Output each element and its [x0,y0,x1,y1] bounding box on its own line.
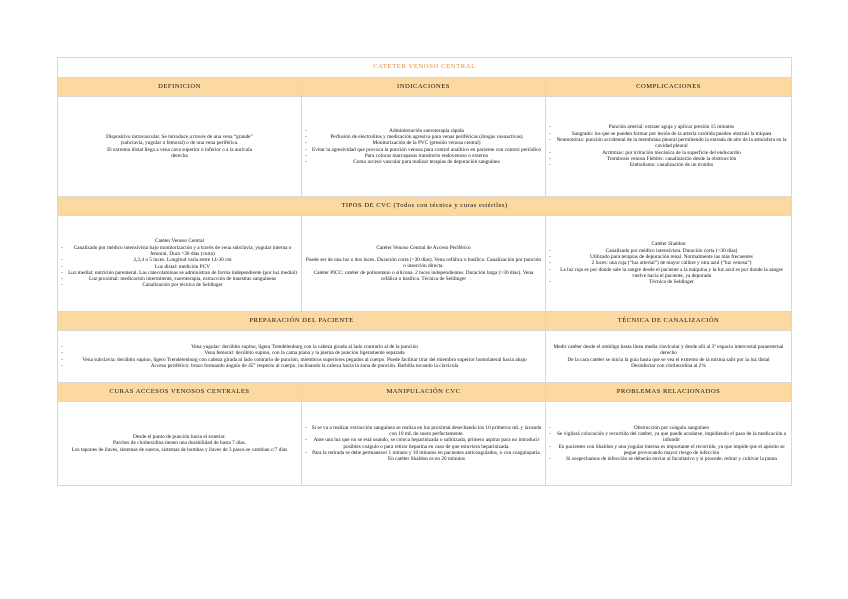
complicaciones-item: - Embolismo: canalización de un trombo [555,162,788,168]
indicaciones-item: - Evitar la agresividad que provoca la punción venosa para control analítico en paciente con control periódico [311,147,542,153]
tipos-shaldon-item: - La luz roja es por donde sale la sangre desde el paciente a la máquina y la luz azul es por donde la sangre vuelve hacia el paciente, ya depurada [555,267,788,280]
problemas-header: PROBLEMAS RELACIONADOS [546,383,792,402]
definicion-body [58,97,302,197]
complicaciones-header: COMPLICACIONES [546,78,792,97]
indicaciones-item: - Perfusión de electrolitos y medicación agresiva para venas periféricas (drogas vasoactivas) [311,134,542,140]
document-title: CATETER VENOSO CENTRAL [58,58,792,78]
indicaciones-item: - Monitorización de la PVC (presión venosa central) [311,140,542,146]
tipos-shaldon-title: Catéter Shaldon [651,241,686,248]
definicion-line: derecha [171,152,188,159]
manipulacion-body [302,402,546,486]
tipos-cvc-item: - Canalización por técnica de Seldinger [67,282,298,288]
indicaciones-body [302,97,546,197]
indicaciones-header: INDICACIONES [302,78,546,97]
tecnica-header: TÉCNICA DE CANALIZACIÓN [546,312,792,331]
problemas-body [546,402,792,486]
complicaciones-body [546,97,792,197]
tipos-cvc-item: - 2,3,4 o 5 luces. Longitud varía entre 14-30 cm [67,257,298,263]
curas-line: Los tapones de llaves, sistemas de sueros, sistemas de bombas y llaves de 3 pasos se cambian c/7 días [71,446,288,453]
preparacion-header: PREPARACIÓN DEL PACIENTE [58,312,546,331]
definicion-line: (subclavia, yugular o femoral) o de una vena periférica. [120,140,239,147]
manipulacion-header: MANIPULACIÓN CVC [302,383,546,402]
tipos-periferico-title: Catéter Venoso Central de Acceso Periférico [376,244,471,251]
preparacion-item: - Vena yugular: decúbito supino, ligera Trendelenburg con la cabeza girada al lado contrario al de la punción [67,344,542,350]
tipos-shaldon-item: - Utilizado para terapias de depuración renal. Normalmente las más frecuentes [555,254,788,260]
complicaciones-item: - Arritmias: por irritación mecánica de la superficie del endocardio [555,150,788,156]
tipos-shaldon-body [546,216,792,312]
definicion-line: El extremo distal llega a vena cava superior o inferior o a la aurícula [107,146,252,153]
tipos-shaldon-item: - 2 luces: una roja (“luz arterial”) de mayor calibre y otra azul (“luz venosa”) [555,260,788,266]
complicaciones-item: - Sangrado: los que se pueden formar por lesión de la arteria carótida pueden obstruir la tráquea [555,131,788,137]
document-sheet [57,57,791,486]
preparacion-item: - Vena femoral: decúbito supino, con la cama plana y la pierna de punción ligeramente separada [67,350,542,356]
curas-body [58,402,302,486]
tecnica-line: Medir catéter desde el ombligo hasta línea media clavicular y desde allí al 3º espacio intercostal paraesternal derecho [553,343,784,357]
tipos-cvc-title: Catéter Venoso Central [154,238,205,245]
indicaciones-item: - Administración sueroterapia rápida [311,128,542,134]
tipos-cvc-item: - Luz distal: medición PCV [67,264,298,270]
preparacion-body [58,331,546,383]
problemas-item: - Si sospechamos de infección se deberán enviar al facultativo y si procede, retirar y cultivar la punta [555,456,788,462]
tipos-shaldon-item: - Técnica de Seldinger [555,279,788,285]
definicion-header: DEFINICION [58,78,302,97]
definicion-line: Dispositivo intravascular. Se introduce a través de una vena “grande” [106,133,253,140]
tipos-header: TIPOS DE CVC (Todos con técnica y curas estériles) [58,197,792,216]
tecnica-line: Desinfectar con clorhexidina al 2% [631,362,706,369]
preparacion-item: - Vena subclavia: decúbito supino, ligero Trendelenburg con cabeza girada al lado contrario de punción, miembros superiores pegados al cuerpo. Puede facilitar tirar del miembro superior homolateral hacia abajo [67,357,542,363]
tipos-periferico-body [302,216,546,312]
indicaciones-item: - Para colocar marcapasos transitorio endovenoso o externo [311,153,542,159]
tipos-cvc-body [58,216,302,312]
complicaciones-item: - Trombosis venosa Flebitis: canalización desde la obstrucción [555,156,788,162]
tipos-cvc-item: - Canalizado por médico intensivista bajo monitorización y a través de vena subclavia, yugular interna o femoral. Dura <30 días (corta) [67,245,298,258]
tipos-periferico-para: Puede ser de una luz o dos luces. Duración corta (<30 días). Vena cefálica o basílica. Canalización por punción o inserción directa. [305,257,542,270]
tipos-shaldon-item: - Canalizado por médico intensivista. Duración corta (<30 días) [555,248,788,254]
tecnica-body [546,331,792,383]
curas-line: Parches de clorhexidina tienen una durabilidad de hasta 7 días. [113,440,246,447]
problemas-item: - Se vigilará colocación y recorrido del catéter, ya que puede acodarse, impidiendo el paso de la medicación a infundir [555,431,788,444]
complicaciones-item: - Punción arterial: extraer aguja y aplicar presión 15 minutos [555,124,788,130]
complicaciones-item: - Neumotórax: punción accidental de la membrana pleural permitiendo la entrada de aire de la atmósfera en la cavidad pleural [555,137,788,150]
manipulacion-item: - Para la retirada se debe permanecer 1 minuto y 10 minutos en pacientes anticoagulados, o con coagulopatía. En catéter Shaldon es en 20 minutos [311,450,542,463]
tipos-cvc-item: - Luz proximal: medicación intermitente, sueroterapia, extracción de muestras sanguíneas [67,276,298,282]
problemas-item: - Obstrucción por coágulo sanguíneo [555,425,788,431]
tecnica-line: De la cara catéter se inicia la guía hasta que se vea el extremo de la misma salir por la luz distal [567,356,770,363]
curas-header: CURAS ACCESOS VENOSOS CENTRALES [58,383,302,402]
indicaciones-item: - Como acceso vascular para realizar terapias de depuración sanguínea [311,159,542,165]
problemas-item: - En pacientes con Shaldon y una yugular interna es importante el recorrido, ya que impide que el apósito se pegue provocando mayor riesgo de infección [555,444,788,457]
curas-line: Desde el punto de punción hacia el exterior. [133,434,226,441]
summary-table [57,57,792,486]
tipos-cvc-item: - Luz medial: nutrición parenteral. Las catecolaminas se administran de forma independiente (por luz medial) [67,270,298,276]
manipulacion-item: - Ante una luz que no se está usando, se coloca heparinizada o salinizada, primero aspirar para no introducir posibles coágulo o para retirar heparina en caso de que estuviera heparinizada. [311,437,542,450]
manipulacion-item: - Si se va a realizar extracción sanguínea se realiza en luz proximal desechando los 10 primeros mL y lavando con 10 mL de suero perfectamente. [311,425,542,438]
preparacion-item: - Acceso periférico: brazo formando ángulo de 45° respecto al cuerpo, inclinando la cabeza hacia la zona de punción. Barbilla tocando la clavícula [67,363,542,369]
tipos-periferico-para: Catéter PICC: catéter de poliuretano o silicona. 2 luces independientes. Duración larga (>30 días). Vena cefálica o basílica. Técnica de Seldinger [313,269,534,282]
